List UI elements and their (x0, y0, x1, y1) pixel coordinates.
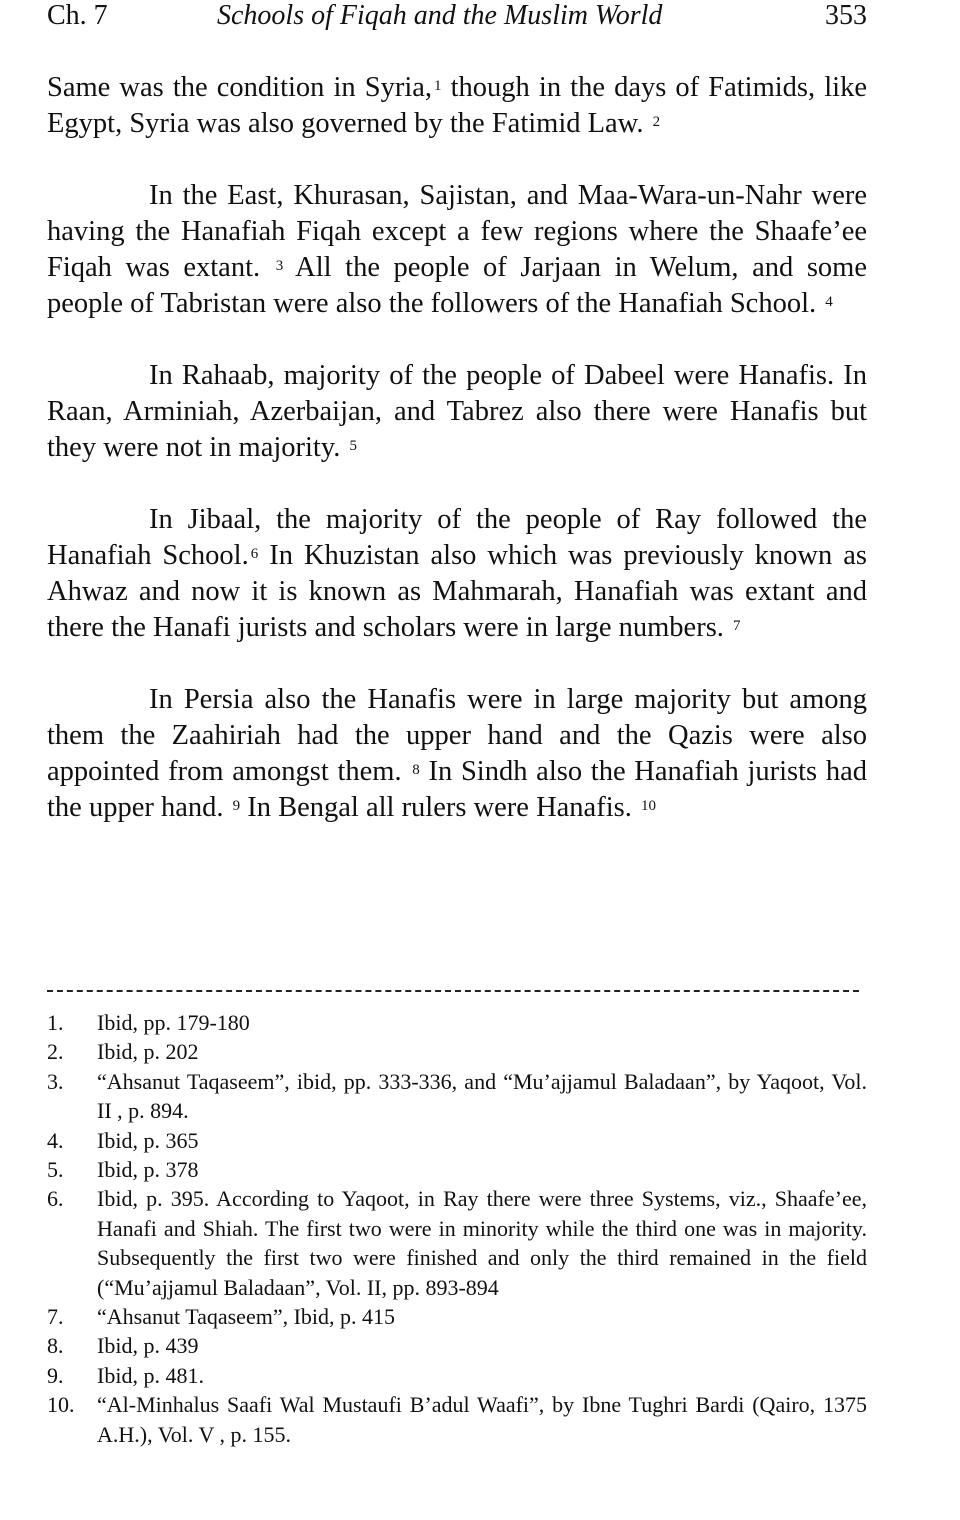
footnotes (47, 1008, 867, 1449)
page-number: 353 (825, 0, 867, 31)
body-paragraph (47, 70, 867, 142)
footnote-number: 5. (47, 1157, 64, 1183)
footnote-number: 2. (47, 1039, 64, 1065)
footnote-number: 10. (47, 1392, 75, 1418)
footnote-reference: 8 (412, 762, 420, 778)
footnote-divider (47, 990, 859, 992)
body-paragraph (47, 682, 867, 826)
footnote-text: “Al-Minhalus Saafi Wal Mustaufi B’adul Waafi”, by Ibne Tughri Bardi (Qairo, 1375 A.H.), Vol. V , p. 155. (97, 1392, 867, 1447)
footnote-text: Ibid, p. 481. (97, 1362, 204, 1388)
footnote-number: 4. (47, 1127, 64, 1153)
footnote-text: Ibid, p. 378 (97, 1157, 199, 1183)
body-paragraph (47, 178, 867, 322)
paragraph-text: In Sindh also the Hanafiah jurists had the upper hand. (47, 756, 867, 823)
footnote-number: 8. (47, 1333, 64, 1359)
paragraph-text: In Jibaal, the majority of the people of Ray followed the Hanafiah School. (47, 504, 867, 571)
footnote-item (47, 1037, 867, 1066)
footnote-text: Ibid, p. 202 (97, 1039, 199, 1065)
footnote-item (47, 1067, 867, 1126)
footnote-text: “Ahsanut Taqaseem”, Ibid, p. 415 (97, 1304, 396, 1330)
paragraph-text: though in the days of Fatimids, like Egypt, Syria was also governed by the Fatimid Law. (47, 72, 867, 139)
footnote-text: Ibid, p. 395. According to Yaqoot, in Ray there were three Systems, viz., Shaafe’ee, Hanafi and Shiah. The first two were in minority while the third one was in majority. Subsequently the first two were finished and only the third remained in the field (“Mu’ajjamul Baladaan”, Vol. II, pp. 893-894 (97, 1186, 867, 1300)
chapter-label: Ch. 7 (47, 0, 108, 31)
footnote-reference: 6 (250, 546, 259, 562)
footnote-item (47, 1331, 867, 1360)
footnote-reference: 2 (652, 114, 661, 130)
paragraph-text: In Bengal all rulers were Hanafis. (240, 792, 639, 823)
paragraph-text: In Persia also the Hanafis were in large majority but among them the Zaahiriah had the upper hand and the Qazis were also appointed from amongst them. (47, 684, 867, 787)
footnote-item (47, 1126, 867, 1155)
footnote-text: “Ahsanut Taqaseem”, ibid, pp. 333-336, and “Mu’ajjamul Baladaan”, by Yaqoot, Vol. II , p. 894. (97, 1068, 867, 1124)
footnote-number: 1. (47, 1010, 64, 1035)
footnote-number: 3. (47, 1068, 64, 1094)
footnote-reference: 7 (733, 618, 741, 634)
footnote-reference: 5 (349, 438, 357, 454)
paragraph-text: In Khuzistan also which was previously known as Ahwaz and now it is known as Mahmarah, Hanafiah was extant and there the Hanafi jurists and scholars were in large numbers. (47, 540, 867, 643)
footnote-item (47, 1390, 867, 1449)
footnote-item (47, 1155, 867, 1184)
body-paragraph (47, 358, 867, 466)
footnote-reference: 1 (434, 78, 442, 94)
footnote-reference: 3 (275, 258, 284, 274)
footnote-number: 6. (47, 1186, 64, 1212)
running-header (47, 0, 867, 38)
footnote-item (47, 1008, 867, 1037)
body-paragraph (47, 502, 867, 646)
footnote-item (47, 1302, 867, 1331)
body-text (47, 70, 867, 826)
footnote-reference: 9 (232, 798, 241, 814)
footnote-reference: 10 (640, 798, 656, 814)
paragraph-text: Same was the condition in Syria, (47, 72, 433, 103)
footnote-text: Ibid, p. 439 (97, 1333, 199, 1359)
paragraph-text: In the East, Khurasan, Sajistan, and Maa-Wara-un-Nahr were having the Hanafiah Fiqah except a few regions where the Shaafe’ee Fiqah was extant. (47, 180, 867, 283)
book-page (47, 0, 867, 1447)
footnote-item (47, 1184, 867, 1302)
footnote-number: 9. (47, 1362, 64, 1388)
paragraph-text: In Rahaab, majority of the people of Dabeel were Hanafis. In Raan, Arminiah, Azerbaijan, and Tabrez also there were Hanafis but they were not in majority. (47, 360, 867, 463)
paragraph-text: All the people of Jarjaan in Welum, and some people of Tabristan were also the followers of the Hanafiah School. (47, 252, 867, 319)
running-title: Schools of Fiqah and the Muslim World (217, 0, 663, 31)
footnote-reference: 4 (825, 294, 833, 310)
footnote-item (47, 1361, 867, 1390)
footnote-text: Ibid, pp. 179-180 (97, 1010, 250, 1035)
footnote-number: 7. (47, 1304, 64, 1330)
footnote-text: Ibid, p. 365 (97, 1127, 199, 1153)
